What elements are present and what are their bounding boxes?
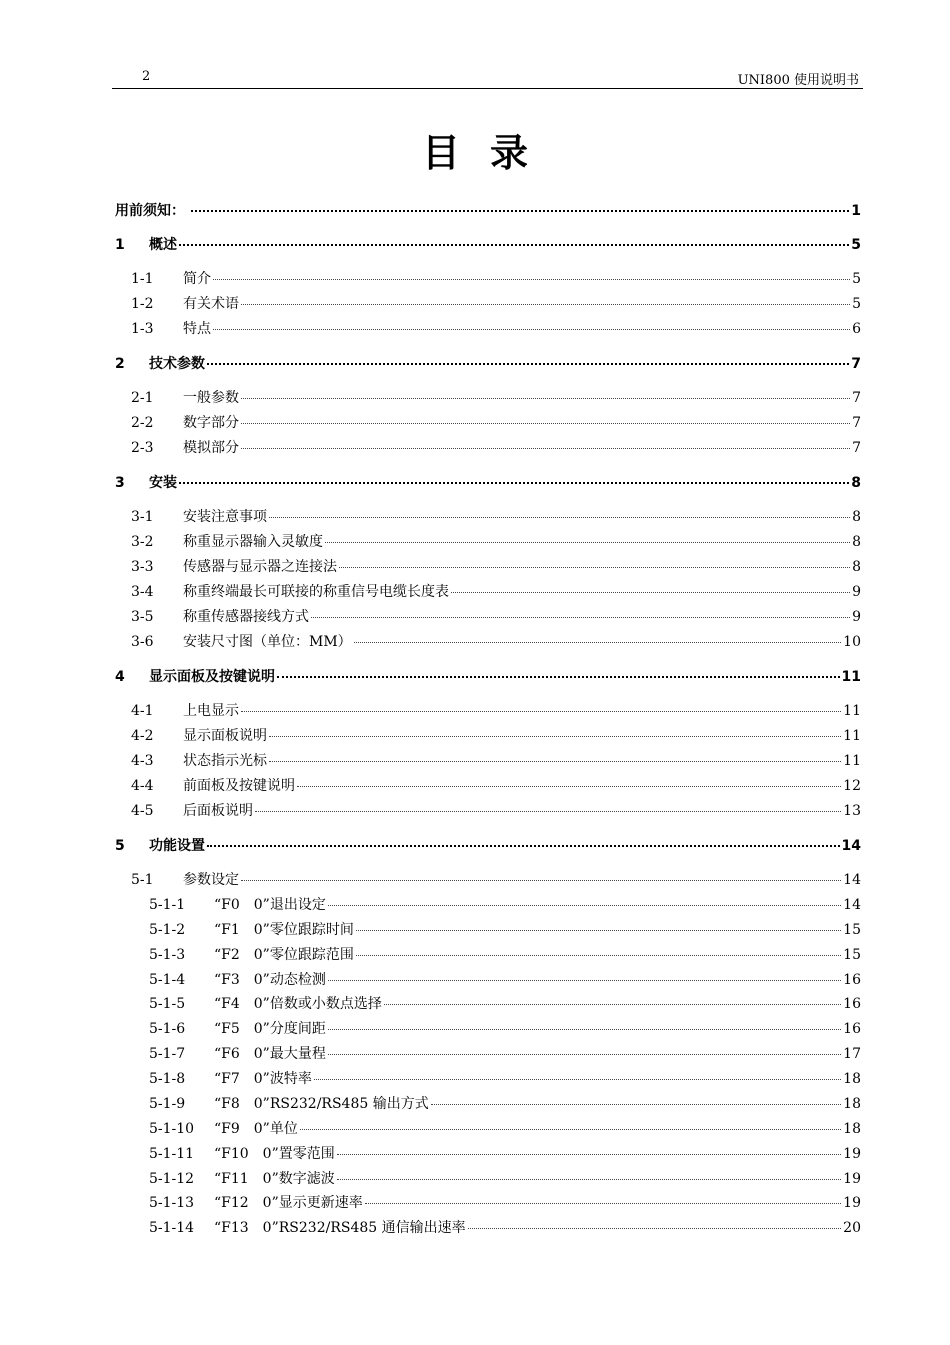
toc-entry-page: 9: [852, 609, 861, 625]
header-page-number: 2: [142, 69, 151, 84]
toc-entry-text: “F12 0”显示更新速率: [214, 1195, 363, 1211]
toc-entry[interactable]: [115, 944, 861, 964]
toc-entry[interactable]: [115, 919, 861, 939]
toc-entry-page: 8: [852, 559, 861, 575]
toc-entry-text: 后面板说明: [183, 803, 253, 819]
toc-entry[interactable]: [115, 869, 861, 889]
toc-dot-leader: [297, 786, 841, 787]
toc-entry-number: 5-1-14: [149, 1220, 195, 1236]
toc-dot-leader: [300, 1129, 841, 1130]
toc-entry-text: 称重终端最长可联接的称重信号电缆长度表: [183, 584, 449, 600]
toc-entry[interactable]: [115, 1043, 861, 1063]
toc-entry[interactable]: [115, 894, 861, 914]
toc-entry-text: “F5 0”分度间距: [214, 1021, 326, 1037]
toc-entry-number: 5-1-1: [149, 897, 186, 913]
toc-entry-number: 5-1-6: [149, 1021, 186, 1037]
toc-entry[interactable]: [115, 581, 861, 601]
toc-entry[interactable]: [115, 1118, 861, 1138]
toc-entry-page: 12: [843, 778, 861, 794]
toc-entry[interactable]: [115, 268, 861, 288]
toc-dot-leader: [354, 642, 842, 643]
toc-dot-leader: [451, 592, 850, 593]
toc-dot-leader: [328, 1029, 841, 1030]
toc-entry-text: 有关术语: [183, 296, 239, 312]
toc-entry-page: 5: [851, 237, 861, 253]
toc-entry-number: 4-1: [131, 703, 154, 719]
toc-dot-leader: [339, 567, 850, 568]
toc-entry-page: 8: [852, 509, 861, 525]
toc-entry-page: 1: [851, 203, 861, 219]
toc-dot-leader: [337, 1154, 841, 1155]
toc-title: 目录: [421, 131, 558, 175]
toc-entry[interactable]: [115, 969, 861, 989]
toc-entry-page: 8: [852, 534, 861, 550]
toc-entry-text: 参数设定: [183, 872, 239, 888]
toc-entry-number: 1-1: [131, 271, 154, 287]
toc-entry[interactable]: [115, 1168, 861, 1188]
toc-dot-leader: [241, 398, 850, 399]
toc-entry[interactable]: [115, 506, 861, 526]
toc-entry-page: 14: [843, 897, 861, 913]
toc-dot-leader: [356, 955, 841, 956]
toc-entry-page: 16: [843, 996, 861, 1012]
toc-entry-number: 5-1-4: [149, 972, 186, 988]
toc-entry[interactable]: [115, 200, 861, 220]
toc-entry-text: 简介: [183, 271, 211, 287]
toc-entry-text: 前面板及按键说明: [183, 778, 295, 794]
toc-entry-number: 4: [115, 669, 125, 685]
toc-entry-text: “F10 0”置零范围: [214, 1146, 335, 1162]
toc-dot-leader: [328, 905, 841, 906]
toc-dot-leader: [241, 880, 841, 881]
toc-entry-page: 20: [843, 1220, 861, 1236]
toc-entry-page: 19: [843, 1195, 861, 1211]
toc-entry-text: 称重显示器输入灵敏度: [183, 534, 323, 550]
toc-entry[interactable]: [115, 234, 861, 254]
toc-entry-page: 18: [843, 1071, 861, 1087]
toc-entry[interactable]: [115, 700, 861, 720]
toc-entry-text: “F9 0”单位: [214, 1121, 298, 1137]
toc-dot-leader: [207, 363, 849, 365]
toc-entry[interactable]: [115, 437, 861, 457]
toc-entry-number: 3-3: [131, 559, 154, 575]
toc-entry-page: 5: [852, 296, 861, 312]
toc-entry-number: 5-1-3: [149, 947, 186, 963]
toc-entry-number: 5-1-7: [149, 1046, 186, 1062]
toc-dot-leader: [431, 1104, 841, 1105]
toc-entry-text: 显示面板及按键说明: [149, 669, 275, 685]
toc-dot-leader: [241, 711, 841, 712]
toc-entry[interactable]: [115, 606, 861, 626]
toc-entry[interactable]: [115, 1143, 861, 1163]
toc-entry-text: 特点: [183, 321, 211, 337]
toc-entry-text: “F3 0”动态检测: [214, 972, 326, 988]
toc-entry-text: 技术参数: [149, 356, 205, 372]
toc-entry-number: 3-2: [131, 534, 154, 550]
toc-entry[interactable]: [115, 353, 861, 373]
toc-entry[interactable]: [115, 1068, 861, 1088]
toc-entry[interactable]: [115, 750, 861, 770]
toc-entry-number: 3-1: [131, 509, 154, 525]
toc-entry[interactable]: [115, 993, 861, 1013]
toc-entry-number: 5-1-8: [149, 1071, 186, 1087]
toc-entry[interactable]: [115, 1093, 861, 1113]
toc-dot-leader: [337, 1179, 841, 1180]
toc-entry[interactable]: [115, 1217, 861, 1237]
toc-entry[interactable]: [115, 725, 861, 745]
toc-entry[interactable]: [115, 412, 861, 432]
header-doc-name: UNI800 使用说明书: [737, 73, 859, 88]
toc-dot-leader: [328, 980, 841, 981]
toc-entry-page: 14: [841, 838, 861, 854]
toc-entry-page: 13: [843, 803, 861, 819]
toc-entry-text: “F11 0”数字滤波: [214, 1171, 335, 1187]
toc-entry-text: 模拟部分: [183, 440, 239, 456]
toc-entry-page: 7: [852, 440, 861, 456]
toc-entry-number: 5: [115, 838, 125, 854]
toc-entry-text: “F2 0”零位跟踪范围: [214, 947, 354, 963]
toc-entry[interactable]: [115, 531, 861, 551]
toc-entry-number: 3-6: [131, 634, 154, 650]
toc-dot-leader: [179, 482, 849, 484]
toc-entry-text: 上电显示: [183, 703, 239, 719]
toc-entry-text: 称重传感器接线方式: [183, 609, 309, 625]
toc-dot-leader: [241, 423, 850, 424]
toc-entry-number: 5-1: [131, 872, 154, 888]
toc-entry-page: 14: [843, 872, 861, 888]
toc-entry-text: 状态指示光标: [183, 753, 267, 769]
toc-entry-number: 3-5: [131, 609, 154, 625]
toc-entry-page: 7: [852, 415, 861, 431]
toc-entry-page: 15: [843, 947, 861, 963]
toc-entry-text: “F4 0”倍数或小数点选择: [214, 996, 382, 1012]
toc-dot-leader: [255, 811, 841, 812]
toc-dot-leader: [314, 1079, 841, 1080]
toc-entry-number: 4-5: [131, 803, 154, 819]
toc-entry[interactable]: [115, 631, 861, 651]
toc-entry-number: 2-1: [131, 390, 154, 406]
toc-entry-number: 1: [115, 237, 125, 253]
toc-entry-number: 4-2: [131, 728, 154, 744]
toc-dot-leader: [241, 304, 850, 305]
toc-entry[interactable]: [115, 472, 861, 492]
toc-entry-page: 7: [851, 356, 861, 372]
toc-entry[interactable]: [115, 800, 861, 820]
toc-entry-page: 11: [843, 703, 861, 719]
toc-entry-text: 概述: [149, 237, 177, 253]
toc-entry-number: 5-1-12: [149, 1171, 195, 1187]
toc-entry-text: 一般参数: [183, 390, 239, 406]
toc-entry-number: 5-1-11: [149, 1146, 195, 1162]
toc-entry-text: 数字部分: [183, 415, 239, 431]
toc-entry-number: 2: [115, 356, 125, 372]
toc-entry[interactable]: [115, 556, 861, 576]
toc-entry-number: 5-1-9: [149, 1096, 186, 1112]
toc-entry-number: 5-1-13: [149, 1195, 195, 1211]
toc-entry-number: 5-1-2: [149, 922, 186, 938]
toc-dot-leader: [269, 761, 841, 762]
toc-entry-number: 4-3: [131, 753, 154, 769]
toc-entry[interactable]: [115, 318, 861, 338]
toc-dot-leader: [365, 1203, 841, 1204]
toc-entry-page: 19: [843, 1146, 861, 1162]
toc-dot-leader: [328, 1054, 841, 1055]
toc-entry-text: “F7 0”波特率: [214, 1071, 312, 1087]
toc-entry-page: 16: [843, 972, 861, 988]
toc-entry-page: 6: [852, 321, 861, 337]
toc-entry-page: 5: [852, 271, 861, 287]
toc-entry-text: “F0 0”退出设定: [214, 897, 326, 913]
toc-entry-page: 18: [843, 1121, 861, 1137]
toc-entry-text: “F13 0”RS232/RS485 通信输出速率: [214, 1220, 466, 1236]
toc-entry-text: 功能设置: [149, 838, 205, 854]
toc-entry-page: 18: [843, 1096, 861, 1112]
toc-entry-page: 10: [843, 634, 861, 650]
toc-entry-number: 3-4: [131, 584, 154, 600]
toc-entry-text: 显示面板说明: [183, 728, 267, 744]
toc-entry-text: 安装注意事项: [183, 509, 267, 525]
toc-dot-leader: [213, 279, 850, 280]
toc-entry[interactable]: [115, 666, 861, 686]
toc-dot-leader: [384, 1004, 841, 1005]
toc-entry-number: 5-1-10: [149, 1121, 195, 1137]
toc-entry[interactable]: [115, 835, 861, 855]
toc-dot-leader: [191, 210, 849, 212]
toc-entry-page: 16: [843, 1021, 861, 1037]
toc-entry-page: 11: [843, 728, 861, 744]
toc-entry-page: 7: [852, 390, 861, 406]
toc-dot-leader: [311, 617, 850, 618]
toc-entry[interactable]: [115, 1018, 861, 1038]
toc-entry-number: 2-3: [131, 440, 154, 456]
toc-entry[interactable]: [115, 775, 861, 795]
toc-entry[interactable]: [115, 293, 861, 313]
toc-dot-leader: [325, 542, 850, 543]
toc-dot-leader: [207, 845, 840, 847]
toc-entry-text: 传感器与显示器之连接法: [183, 559, 337, 575]
toc-entry-page: 17: [843, 1046, 861, 1062]
toc-entry-text: 用前须知：: [115, 203, 185, 219]
toc-dot-leader: [468, 1228, 842, 1229]
toc-entry-text: “F6 0”最大量程: [214, 1046, 326, 1062]
toc-entry-number: 5-1-5: [149, 996, 186, 1012]
toc-entry-text: “F1 0”零位跟踪时间: [214, 922, 354, 938]
toc-dot-leader: [277, 676, 840, 678]
toc-entry[interactable]: [115, 387, 861, 407]
toc-dot-leader: [179, 244, 849, 246]
toc-entry-page: 11: [843, 753, 861, 769]
page-header: [112, 66, 863, 89]
toc-entry-number: 1-2: [131, 296, 154, 312]
toc-entry-number: 4-4: [131, 778, 154, 794]
toc-dot-leader: [269, 736, 841, 737]
toc-dot-leader: [356, 930, 841, 931]
toc-entry-text: “F8 0”RS232/RS485 输出方式: [214, 1096, 429, 1112]
toc-entry-text: 安装尺寸图（单位：MM）: [183, 634, 352, 650]
toc-entry[interactable]: [115, 1192, 861, 1212]
toc-entry-text: 安装: [149, 475, 177, 491]
toc-entry-page: 11: [841, 669, 861, 685]
toc-entry-number: 2-2: [131, 415, 154, 431]
toc-dot-leader: [269, 517, 850, 518]
toc-dot-leader: [213, 329, 850, 330]
toc-entry-number: 3: [115, 475, 125, 491]
toc-entry-page: 9: [852, 584, 861, 600]
toc-entry-page: 15: [843, 922, 861, 938]
toc-entry-page: 8: [851, 475, 861, 491]
toc-entry-page: 19: [843, 1171, 861, 1187]
toc-entry-number: 1-3: [131, 321, 154, 337]
toc-dot-leader: [241, 448, 850, 449]
